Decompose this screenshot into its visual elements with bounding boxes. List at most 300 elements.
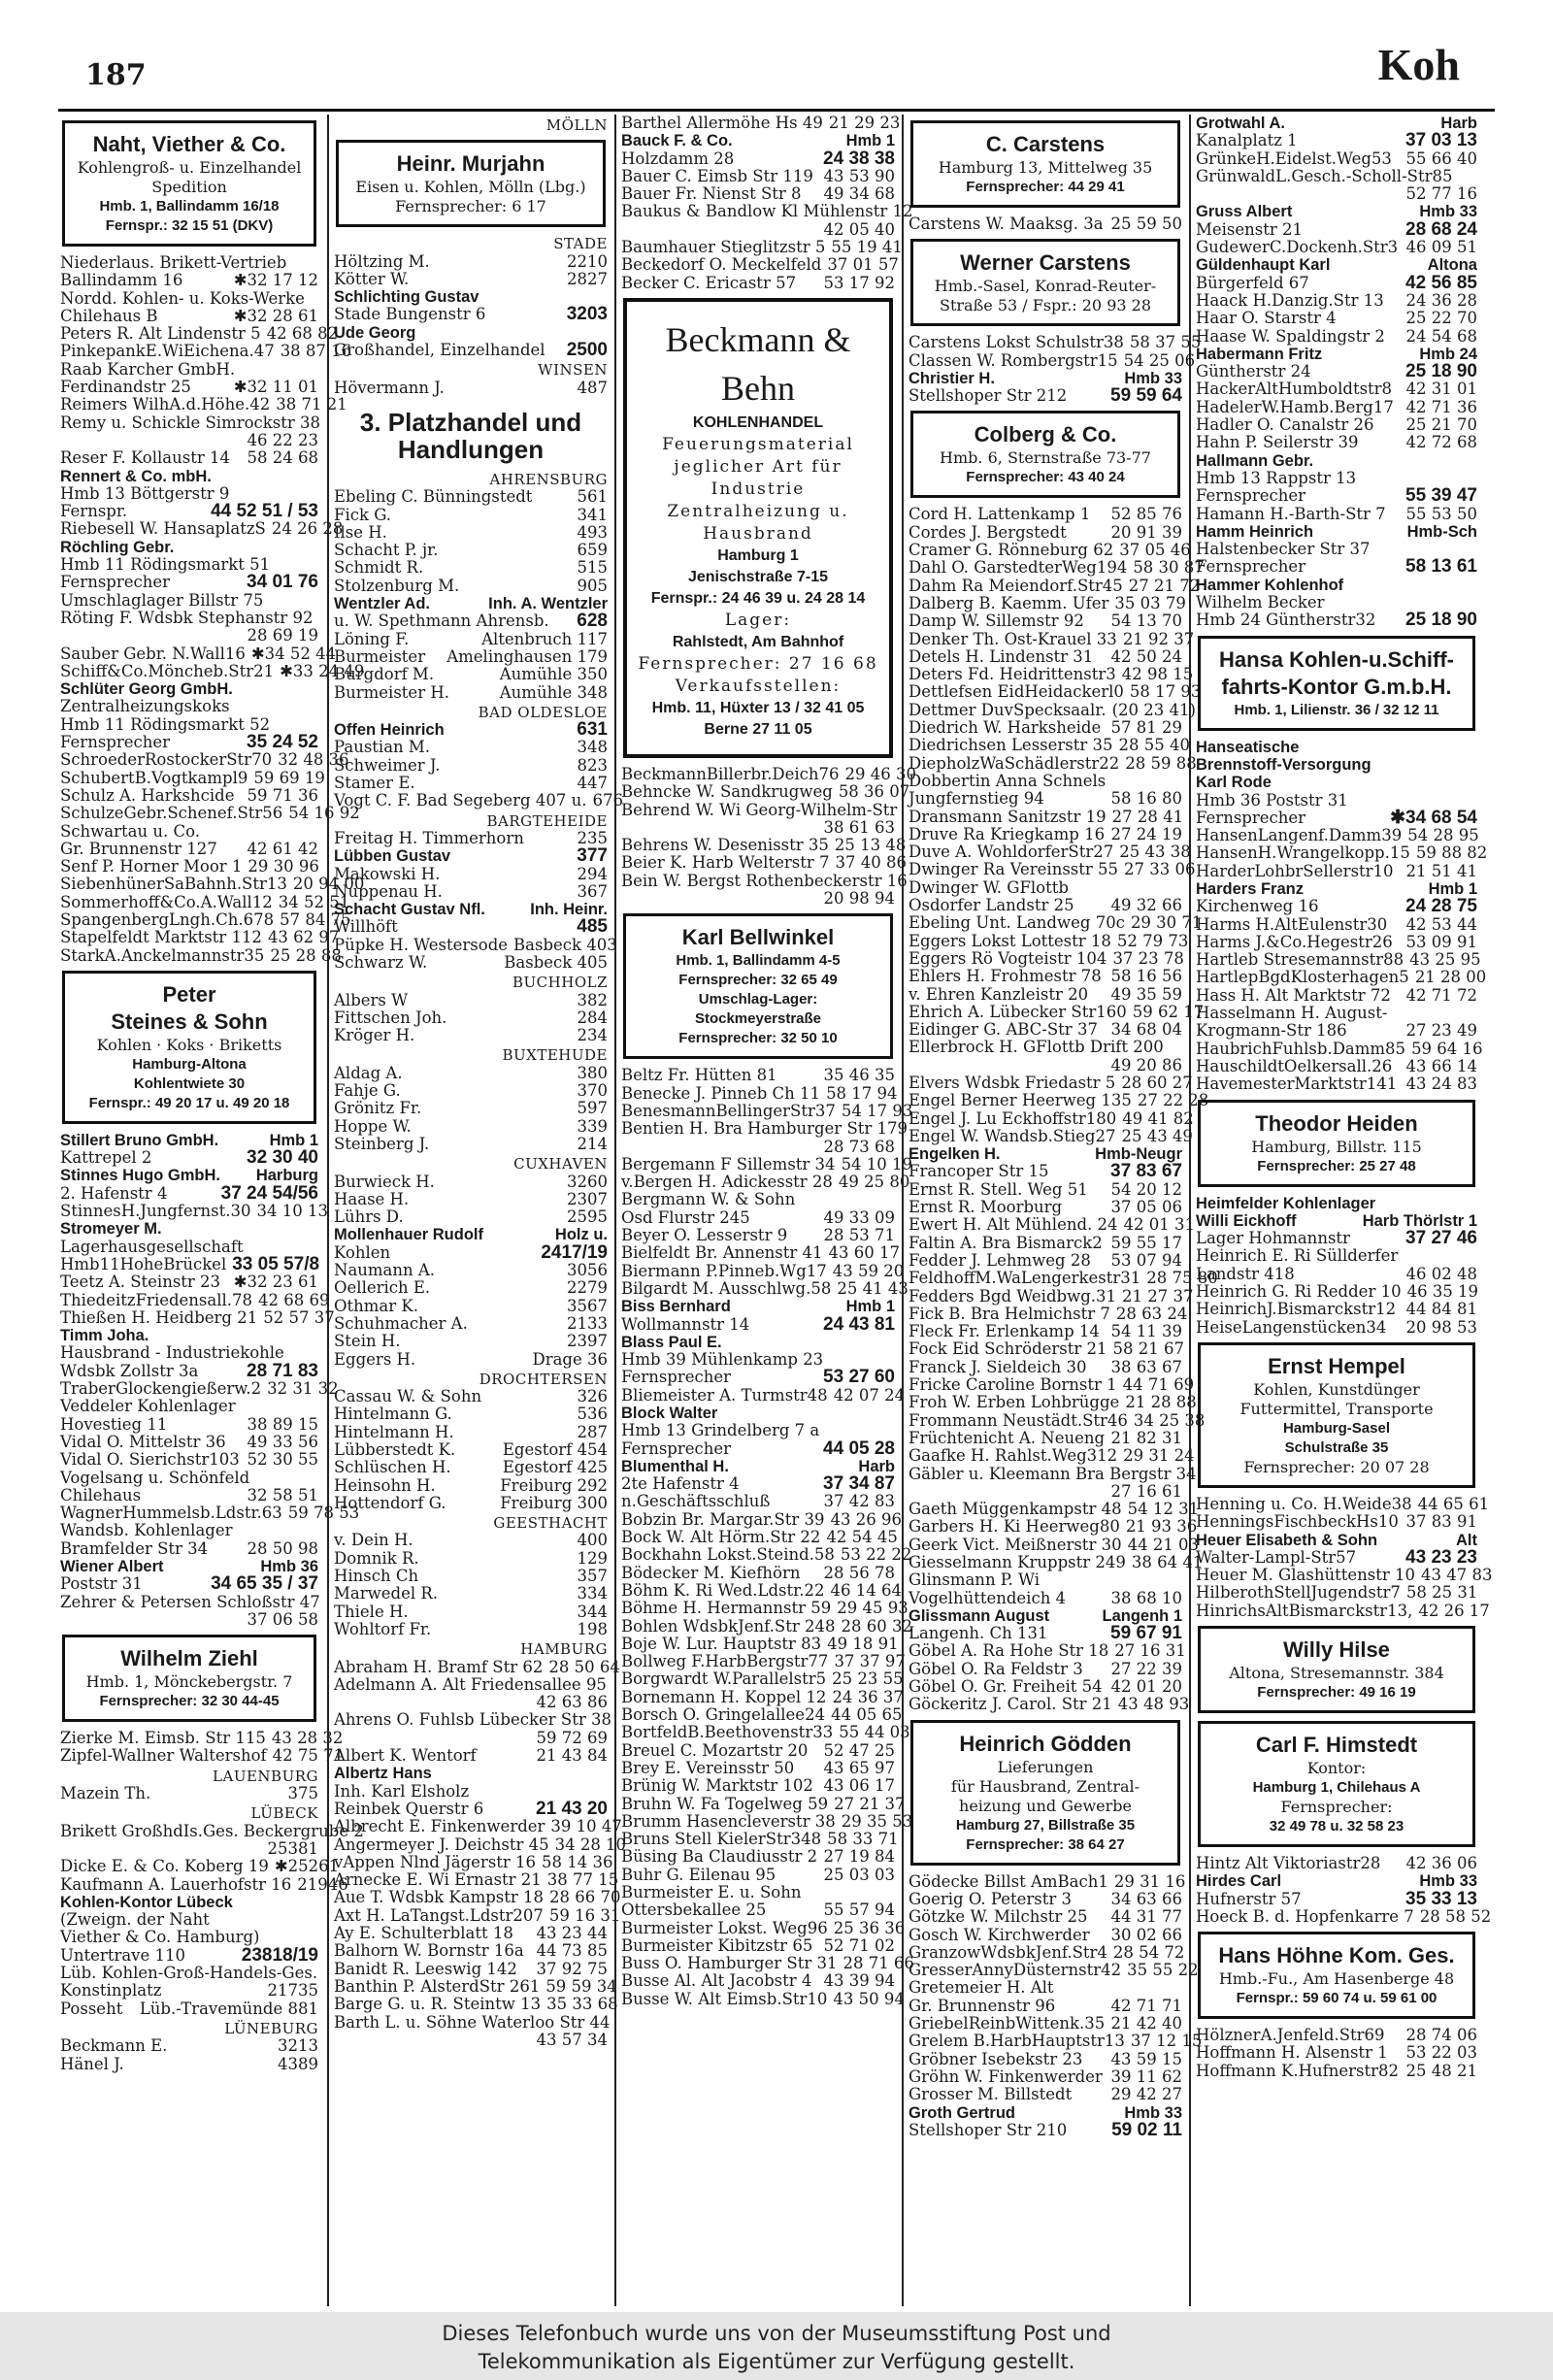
listing-entry: [909, 2119, 1182, 2140]
listing-phone: Egestorf 454: [502, 1440, 608, 1459]
listing-phone: 30 02 66: [1110, 1925, 1182, 1944]
listing-name: Poststr 31: [60, 1574, 143, 1594]
listing-phone: 24 43 81: [823, 1313, 895, 1335]
listing-phone: 34 68 04: [1110, 1020, 1182, 1040]
listing-name: Rennert & Co. mbH.: [60, 467, 212, 485]
listing-phone: 52 79 73: [1116, 931, 1189, 950]
listing-entry: [1196, 774, 1477, 791]
listing-name: Brikett GroßhdIs.Ges. Beckergrube 2: [60, 1821, 364, 1840]
listing-phone: 344: [577, 1602, 608, 1621]
listing-name: Mazein Th.: [60, 1784, 151, 1803]
listing-phone: 597: [577, 1099, 608, 1118]
listing-name: Bornemann H. Koppel 12: [621, 1687, 827, 1706]
place-heading: BAD OLDESLOE: [478, 703, 608, 721]
listing-phone: 400: [577, 1531, 608, 1550]
listing-entry: [1196, 827, 1477, 844]
listing-phone: 25 59 50: [1110, 215, 1182, 233]
listing-entry: [909, 2015, 1182, 2033]
listing-entry: [60, 1220, 318, 1238]
listing-phone: 28 74 06: [1405, 2026, 1477, 2045]
listing-entry: [334, 1495, 608, 1512]
advert-line: Stockmeyerstraße: [694, 1010, 822, 1028]
listing-entry: [909, 1269, 1218, 1288]
listing-name: Hufnerstr 57: [1196, 1889, 1302, 1908]
listing-name: Vogelhüttendeich 4: [909, 1588, 1067, 1607]
listing-phone: 25 28 88: [270, 945, 342, 965]
listing-name: Gr. Brunnenstr 96: [909, 1996, 1056, 2015]
listing-phone: 21 43 20: [536, 1798, 608, 1819]
listing-phone: 53 27 60: [823, 1367, 895, 1388]
listing-phone: 25 22 70: [1405, 309, 1477, 328]
listing-phone: 25 41 43: [837, 1278, 909, 1298]
listing-name: HansenLangenf.Damm39: [1196, 826, 1403, 845]
listing-phone: 49 32 66: [1110, 896, 1182, 915]
listing-phone: 57 84 75: [280, 909, 351, 929]
listing-name: Ewert H. Alt Mühlend. 24: [909, 1215, 1118, 1235]
listing-phone: 42 54 45: [826, 1528, 898, 1547]
place-heading: STADE: [553, 235, 608, 253]
listing-name: Harms H.AltEulenstr30: [1196, 914, 1388, 934]
listing-name: Löning F.: [334, 629, 410, 648]
listing-entry: [909, 1073, 1193, 1092]
listing-phone: 44 52 51 / 53: [211, 501, 318, 522]
advert-line: Werner Carstens: [960, 250, 1131, 276]
listing-entry: [1196, 1513, 1477, 1531]
listing-entry: [334, 1942, 608, 1960]
listing-phone: 44 73 85: [536, 1941, 608, 1961]
listing-phone: 24 36 28: [1405, 290, 1477, 310]
listing-entry: [909, 1571, 1182, 1589]
listing-entry: [909, 1057, 1182, 1074]
listing-name: Detels H. Lindenstr 31: [909, 646, 1094, 666]
listing-name: Wdsbk Zollstr 3a: [60, 1361, 199, 1380]
advert-box: [910, 1720, 1180, 1866]
listing-name: Behncke W. Sandkrugweg: [621, 782, 833, 802]
listing-entry: [334, 1710, 611, 1730]
listing-entry: [621, 168, 895, 185]
listing-entry: [621, 1565, 895, 1582]
listing-name: Lübberstedt K.: [334, 1440, 456, 1459]
listing-name: Hahn P. Seilerstr 39: [1196, 433, 1359, 452]
listing-name: Gosch W. Kirchwerder: [909, 1925, 1090, 1944]
listing-entry: [334, 1459, 608, 1476]
listing-name: Bilgardt M. Ausschlwg.58: [621, 1278, 832, 1298]
listing-phone: 38 61 63: [823, 817, 895, 837]
listing-entry: [334, 507, 608, 524]
listing-phone: 42 68 69: [258, 1290, 330, 1309]
listing-phone: Hmb 36: [260, 1558, 318, 1575]
listing-entry: [1196, 487, 1477, 505]
listing-entry: [60, 945, 342, 965]
advert-line: für Hausbrand, Zentral-: [950, 1776, 1140, 1796]
listing-phone: 59 67 91: [1110, 1623, 1182, 1644]
listing-entry: [909, 1553, 1204, 1571]
listing-name: Hoeck B. d. Hopfenkarre 7: [1196, 1906, 1414, 1926]
advert-line: Beckmann & Behn: [665, 319, 851, 408]
listing-name: Bödecker M. Kiefhörn: [621, 1563, 801, 1582]
listing-name: Kröger H.: [334, 1026, 415, 1045]
advert-box: [1198, 636, 1475, 731]
listing-phone: 59 55 17: [1110, 1233, 1182, 1252]
place-heading: LÜNEBURG: [224, 2019, 318, 2037]
listing-entry: [60, 361, 318, 379]
listing-entry: [334, 578, 608, 595]
listing-entry: [1196, 452, 1477, 470]
listing-name: Abraham H. Bramf Str 62: [334, 1657, 544, 1676]
listing-entry: [909, 1039, 1182, 1056]
column-divider: [327, 115, 329, 2306]
listing-entry: [621, 1616, 912, 1636]
advert-line: Feuerungsmaterial: [662, 434, 854, 454]
listing-name: Früchtenicht A. Neueng: [909, 1428, 1106, 1447]
listing-entry: [621, 1580, 902, 1600]
listing-phone: 58 36 07: [838, 782, 910, 802]
listing-name: Kaufmann A. Lauerhofstr 16: [60, 1874, 292, 1894]
listing-name: Hottendorf G.: [334, 1493, 446, 1512]
listing-name: Beltz Fr. Hütten 81: [621, 1066, 777, 1085]
listing-entry: [621, 1369, 895, 1386]
section-heading: 3. Platzhandel und Handlungen: [359, 407, 582, 464]
listing-name: Burmeister: [334, 646, 426, 666]
listing-entry: [909, 897, 1182, 914]
listing-phone: 25 36 36: [833, 1918, 906, 1937]
listing-name: StarkA.Anckelmannstr35: [60, 945, 265, 965]
advert-box: [1198, 1626, 1475, 1713]
listing-entry: [334, 1905, 621, 1925]
listing-name: Karl Rode: [1196, 774, 1272, 792]
listing-name: Albrecht E. Finkenwerder: [334, 1817, 545, 1836]
listing-phone: 58 24 68: [247, 448, 318, 468]
advert-line: Heinrich Gödden: [959, 1731, 1132, 1756]
listing-name: HansenH.Wrangelkopp.15: [1196, 843, 1410, 863]
advert-box: [910, 411, 1180, 498]
listing-phone: ✱32 11 01: [233, 378, 318, 397]
listing-entry: [1196, 1230, 1477, 1247]
listing-phone: 59 62 17: [1132, 1002, 1205, 1021]
listing-entry: [621, 1154, 913, 1173]
advert-line: heizung und Gewerbe: [959, 1796, 1132, 1815]
listing-entry: [1196, 934, 1477, 951]
advert-box: [62, 120, 316, 247]
listing-phone: 43 59 15: [1110, 2049, 1182, 2068]
advert-line: Hmb. 6, Sternstraße 73-77: [940, 448, 1151, 468]
listing-entry: [60, 750, 349, 770]
listing-entry: [909, 1891, 1182, 1908]
listing-entry: [60, 308, 318, 325]
listing-name: Osd Flurstr 245: [621, 1207, 750, 1227]
listing-phone: 42 71 72: [1405, 985, 1477, 1005]
listing-name: u. W. Spethmann Ahrensb.: [334, 612, 549, 631]
listing-entry: [621, 1794, 906, 1813]
listing-name: Fedder J. Lehmweg 28: [909, 1250, 1091, 1270]
listing-name: Gretemeier H. Alt: [909, 1978, 1054, 1998]
listing-entry: [621, 871, 908, 890]
listing-phone: 28 58 52: [1419, 1906, 1492, 1926]
listing-name: Hmb 13 Rappstr 13: [1196, 468, 1357, 487]
listing-entry: [621, 1760, 895, 1777]
listing-entry: [334, 1241, 608, 1263]
listing-phone: 35 33 68: [546, 1995, 618, 2014]
listing-name: Vogelsang u. Schönfeld: [60, 1468, 250, 1487]
listing-phone: 214: [577, 1134, 608, 1153]
advert-box: [336, 140, 606, 227]
listing-name: Biermann P.Pinneb.Wg17: [621, 1261, 827, 1280]
listing-phone: 3203: [566, 304, 608, 325]
listing-phone: 44 31 77: [1110, 1907, 1182, 1927]
listing-name: Druve Ra Kriegkamp 16: [909, 824, 1106, 843]
listing-entry: [60, 1594, 318, 1611]
listing-entry: [909, 1678, 1182, 1696]
listing-phone: 35 46 35: [823, 1066, 895, 1085]
advert-line: jeglicher Art für Industrie: [674, 456, 843, 499]
listing-name: Baumhauer Stieglitzstr 5: [621, 238, 826, 257]
listing-entry: [60, 1149, 318, 1167]
listing-entry: [60, 324, 339, 344]
listing-phone: 53 22 22: [840, 1545, 912, 1565]
listing-entry: [60, 1327, 318, 1344]
listing-name: Ilse H.: [334, 522, 387, 542]
listing-phone: 59 16 31: [548, 1905, 621, 1925]
column-4: [909, 115, 1218, 2310]
listing-entry: [621, 1440, 895, 1458]
listing-name: SchulzeGebr.Schenef.Str56: [60, 804, 283, 823]
listing-phone: 43 65 97: [823, 1758, 895, 1777]
listing-entry: [1196, 1058, 1477, 1075]
listing-phone: Altona: [1427, 256, 1477, 275]
listing-entry: [1196, 1584, 1477, 1602]
listing-phone: ✱32 17 12: [233, 271, 318, 290]
listing-name: DiepholzWaSchädlerstr22: [909, 753, 1120, 773]
listing-entry: [621, 1599, 909, 1618]
listing-phone: ✱33 24 49: [280, 661, 365, 680]
listing-name: ThiedeitzFriedensall.78: [60, 1290, 253, 1309]
listing-name: 2te Hafenstr 4: [621, 1474, 740, 1494]
listing-name: Bliemeister A. Turmstr48: [621, 1385, 828, 1405]
listing-phone: 3260: [567, 1172, 608, 1191]
listing-name: Bruns Stell KielerStr348: [621, 1830, 822, 1849]
advert-line: Karl Bellwinkel: [681, 925, 835, 950]
advert-line: Peter: [162, 981, 216, 1007]
listing-name: Bollweg F.HarbBergstr77: [621, 1652, 829, 1671]
advert-line: Hmb. 1, Lilienstr. 36 / 32 12 11: [1234, 701, 1439, 718]
listing-name: Schwartau u. Co.: [60, 821, 200, 841]
listing-phone: 326: [577, 1387, 608, 1406]
advert-line: Hmb. 1, Mönckebergstr. 7: [85, 1672, 293, 1692]
advert-line: Hmb. 11, Hüxter 13 / 32 41 05: [651, 699, 865, 716]
listing-name: Bobzin Br. Margar.Str 39: [621, 1509, 825, 1529]
listing-phone: 287: [577, 1422, 608, 1441]
advert-line: Hamburg-Altona: [132, 1055, 247, 1073]
listing-phone: 37 83 91: [1405, 1512, 1477, 1532]
listing-entry: [909, 931, 1189, 950]
listing-name: Meisenstr 21: [1196, 219, 1304, 239]
listing-entry: [60, 574, 318, 591]
listing-entry: [334, 721, 608, 739]
listing-phone: 21 92 37: [1122, 629, 1195, 648]
listing-entry: [334, 1995, 618, 2014]
listing-entry: [334, 488, 608, 506]
advert-line: Fernsprecher: 43 40 24: [966, 469, 1125, 486]
listing-phone: 29 30 96: [248, 857, 319, 876]
listing-name: Gödecke Billst AmBach1: [909, 1871, 1108, 1891]
listing-name: Dettmer DuvSpecksaalr.: [909, 700, 1107, 719]
listing-phone: 59 02 11: [1111, 2119, 1182, 2140]
listing-phone: 54 20 12: [1110, 1179, 1182, 1199]
advert-box: [910, 120, 1180, 208]
listing-entry: [909, 1446, 1195, 1466]
listing-entry: [1196, 843, 1488, 863]
listing-entry: [909, 593, 1186, 612]
listing-entry: [60, 680, 318, 698]
listing-phone: 198: [577, 1619, 608, 1638]
listing-phone: 46 09 51: [1405, 238, 1477, 257]
listing-phone: 54 10 19: [841, 1154, 913, 1173]
listing-entry: [909, 1199, 1182, 1216]
listing-phone: 46 14 64: [830, 1580, 902, 1600]
listing-phone: 2210: [567, 251, 608, 271]
listing-phone: 4389: [278, 2054, 318, 2073]
listing-phone: 25 48 21: [1405, 2061, 1477, 2080]
listing-entry: [334, 866, 608, 883]
listing-name: Adelmann A. Alt Friedensallee 95: [334, 1674, 607, 1694]
listing-name: Eggers H.: [334, 1349, 416, 1369]
listing-entry: [1196, 739, 1477, 756]
listing-name: Timm Joha.: [60, 1327, 149, 1345]
listing-phone: 20 98 94: [823, 889, 895, 909]
listing-entry: [60, 1344, 318, 1362]
listing-name: HinrichsAltBismarckstr13,: [1196, 1601, 1413, 1620]
listing-phone: 28 53 71: [823, 1226, 895, 1245]
advert-line: Naht, Viether & Co.: [92, 132, 286, 156]
listing-name: Vidal O. Mittelstr 36: [60, 1432, 226, 1451]
listing-phone: 42 63 86: [536, 1693, 608, 1712]
listing-name: Ernst R. Stell. Weg 51: [909, 1179, 1088, 1199]
listing-entry: [909, 1979, 1182, 1997]
advert-line: C. Carstens: [985, 132, 1106, 156]
listing-name: Untertrave 110: [60, 1945, 185, 1965]
listing-name: SchubertB.Vogtkampl9: [60, 768, 248, 787]
listing-name: Bielfeldt Br. Annenstr 41: [621, 1243, 823, 1263]
listing-entry: [909, 1181, 1182, 1199]
listing-entry: [1196, 1601, 1490, 1620]
listing-entry: [621, 1101, 913, 1120]
listing-phone: 44 71 69: [1122, 1375, 1195, 1395]
listing-entry: [909, 950, 1182, 968]
listing-entry: [909, 860, 1196, 879]
listing-entry: [60, 379, 318, 396]
advert-line: Fernsprecher: 49 16 19: [1257, 1684, 1416, 1701]
column-divider: [902, 115, 904, 2306]
listing-entry: [334, 1961, 608, 1978]
listing-name: Langenh. Ch 131: [909, 1624, 1048, 1643]
listing-name: Hmb 13 Böttgerstr 9: [60, 483, 230, 503]
listing-entry: [60, 272, 318, 289]
listing-name: Becker C. Ericastr 57: [621, 273, 797, 292]
listing-phone: 487: [577, 378, 608, 397]
listing-entry: [909, 1215, 1195, 1235]
listing-entry: [621, 1243, 900, 1263]
listing-name: Engel J. Lu Eckhoffstr180: [909, 1108, 1117, 1128]
listing-phone: 380: [577, 1063, 608, 1082]
listing-phone: 28 73 68: [823, 1137, 895, 1156]
listing-phone: 42 26 17: [1418, 1601, 1490, 1620]
listing-phone: 32 30 40: [247, 1147, 318, 1169]
listing-name: Gruss Albert: [1196, 203, 1293, 221]
listing-entry: [909, 879, 1182, 897]
advert-box: [623, 913, 893, 1059]
listing-entry: [334, 901, 608, 918]
listing-phone: 58 17 94: [826, 1083, 898, 1103]
advert-line: Colberg & Co.: [974, 422, 1117, 447]
listing-name: Nordd. Kohlen- u. Koks-Werke: [60, 288, 305, 308]
listing-phone: Aumühle 348: [499, 682, 608, 702]
listing-name: Diedrich W. Harksheide: [909, 718, 1102, 738]
listing-name: Fernspr.: [60, 502, 128, 521]
listing-phone: Hmb 1: [845, 1298, 895, 1316]
listing-phone: 58 13 61: [1405, 556, 1477, 578]
listing-phone: 43 59 20: [832, 1261, 905, 1280]
listing-phone: 28 50 64: [548, 1657, 620, 1676]
listing-name: Hasselmann H. August-: [1196, 1004, 1388, 1023]
listing-phone: 43 25 95: [1409, 950, 1481, 970]
listing-name: Busse Al. Alt Jacobstr 4: [621, 1971, 812, 1991]
listing-name: Eidinger G. ABC-Str 37: [909, 1020, 1098, 1040]
advert-line: Kohlen · Koks · Briketts: [96, 1035, 282, 1054]
listing-phone: 58 16 56: [1110, 967, 1182, 986]
listing-phone: 21 82 31: [1110, 1428, 1182, 1447]
listing-phone: 21 51 41: [1405, 861, 1477, 880]
listing-name: Höltzing M.: [334, 251, 430, 271]
listing-name: Steinberg J.: [334, 1134, 430, 1153]
listing-phone: Hmb 24: [1419, 345, 1477, 363]
listing-phone: 3213: [278, 2036, 318, 2056]
footer-line: Dieses Telefonbuch wurde uns von der Museumsstiftung Post und: [442, 2322, 1111, 2345]
listing-entry: [909, 843, 1191, 862]
listing-name: Hoffmann K.Hufnerstr82: [1196, 2061, 1399, 2080]
listing-entry: [334, 1550, 608, 1568]
listing-phone: 42 71 71: [1110, 1996, 1182, 2015]
listing-phone: 37 23 78: [1112, 948, 1184, 968]
listing-entry: [334, 1082, 608, 1100]
listing-phone: 357: [577, 1567, 608, 1586]
listing-entry: [1196, 2044, 1477, 2062]
listing-name: Albers W: [334, 990, 409, 1009]
listing-phone: 42 71 36: [1405, 397, 1477, 416]
listing-entry: [909, 1661, 1182, 1678]
listing-entry: [60, 823, 318, 841]
listing-name: Diedrichsen Lesserstr 35: [909, 736, 1113, 755]
listing-name: Fahje G.: [334, 1081, 401, 1101]
advert-line: Umschlag-Lager:: [698, 991, 818, 1008]
listing-entry: [909, 1375, 1195, 1395]
listing-phone: 37 92 75: [536, 1959, 608, 1978]
listing-name: Henning u. Co. H.Weide38: [1196, 1494, 1412, 1513]
listing-phone: 375: [287, 1784, 318, 1803]
listing-phone: 59 59 34: [545, 1976, 617, 1996]
listing-name: Hadler O. Canalstr 26: [1196, 415, 1374, 435]
advert-line: Fernsprecher: 32 30 44-45: [99, 1693, 280, 1710]
listing-entry: [60, 539, 318, 556]
listing-phone: 59 78 53: [287, 1504, 360, 1523]
listing-phone: 27 23 49: [1405, 1021, 1477, 1041]
listing-entry: [621, 1901, 895, 1919]
listing-name: Nuppenau H.: [334, 881, 443, 901]
listing-entry: [909, 1021, 1182, 1039]
advert-box: [1198, 1342, 1475, 1488]
listing-name: Othmar K.: [334, 1296, 418, 1315]
listing-phone: Harb: [1440, 115, 1477, 132]
listing-name: Dettlefsen EidHeidackerl0: [909, 682, 1124, 702]
